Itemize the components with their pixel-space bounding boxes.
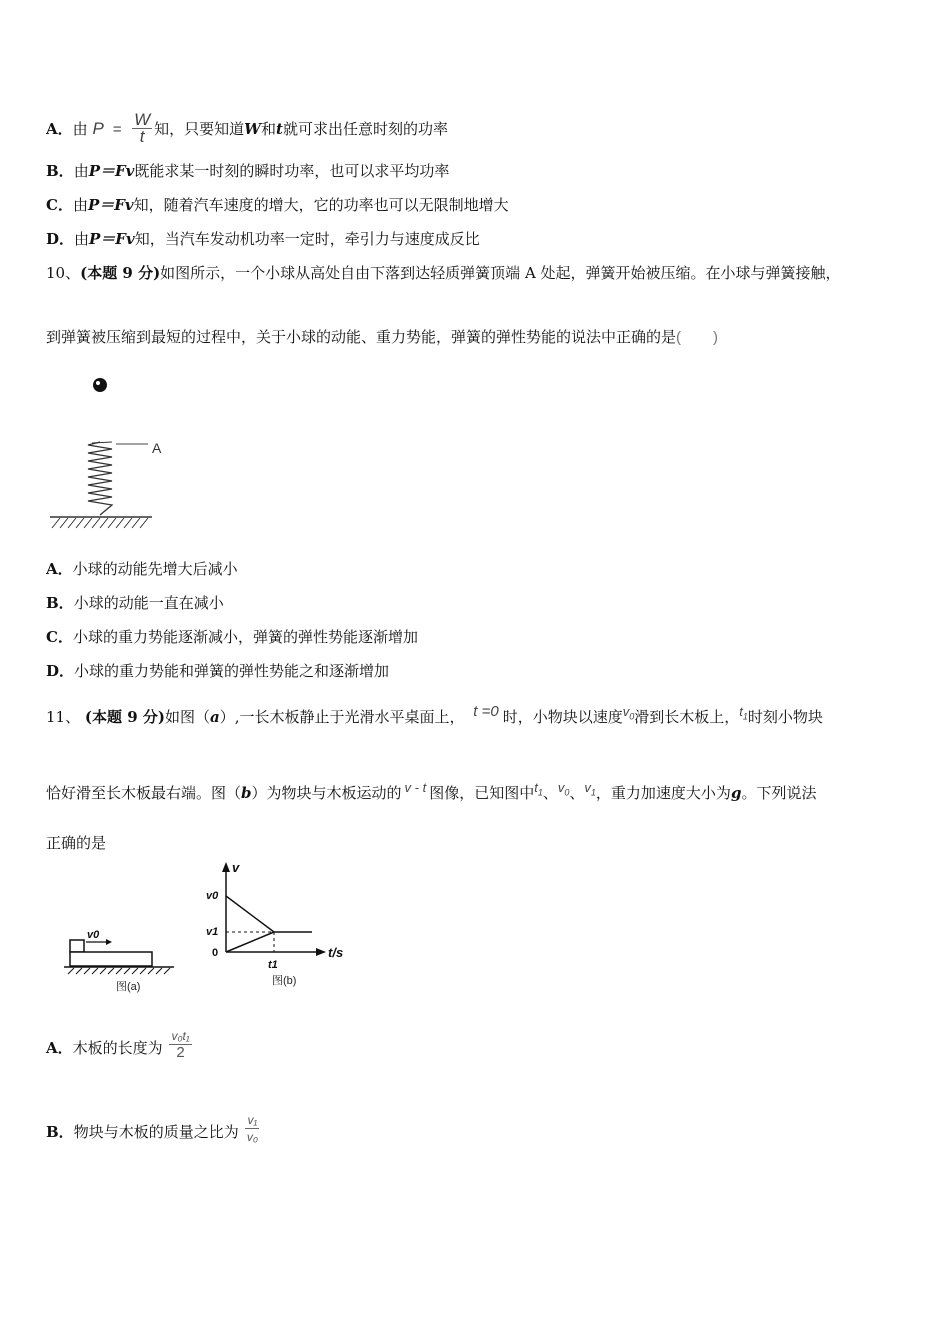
question-number: 11、 (46, 708, 81, 726)
figure-a-board-block (56, 926, 186, 998)
q11-stem-line1: 11、 (本题 9 分)如图（a）,一长木板静止于光滑水平桌面上， t =0 时，小物块以速度$v_0$滑到长木板上，$t_1$时刻小物块 (46, 703, 823, 726)
q11-option-b: B．物块与木板的质量之比为 $\frac{\text{v₁}}{\text{v₀}}$ (46, 1113, 258, 1144)
table-hatch (68, 968, 170, 974)
q9-option-b: B．由P＝Fv既能求某一时刻的瞬时功率，也可以求平均功率 (46, 162, 450, 180)
answer-paren: ( ) (676, 329, 719, 346)
ball-highlight (96, 381, 100, 385)
v0-arrowhead (106, 939, 112, 945)
y-arrowhead (222, 862, 230, 872)
t1-tick-label: t1 (268, 959, 278, 971)
origin-label: 0 (212, 947, 219, 959)
spring-figure (46, 372, 176, 532)
q10-option-a: A．小球的动能先增大后减小 (46, 560, 238, 578)
board-length-fraction: $\frac{\text{v₀t₁}}{2}$ (171, 1029, 190, 1061)
question-number: 10、 (46, 264, 81, 282)
spring-back (92, 442, 112, 443)
q10-stem-line2: 到弹簧被压缩到最短的过程中，关于小球的动能、重力势能，弹簧的弹性势能的说法中正确的是( ) (46, 328, 719, 346)
t-axis-label: t/s (328, 945, 344, 960)
v0-tick-label: v0 (206, 890, 219, 902)
q10-stem-line1: 10、(本题 9 分)如图所示，一个小球从高处自由下落到达轻质弹簧顶端 A 处起，弹簧开始被压缩。在小球与弹簧接触， (46, 264, 841, 282)
q11-stem-line3: 正确的是 (46, 834, 107, 852)
q9-option-c: C．由P＝Fv知，随着汽车速度的增大，它的功率也可以无限制地增大 (46, 196, 509, 214)
x-arrowhead (316, 948, 326, 956)
board-line (226, 932, 274, 952)
caption-a: 图(a) (116, 981, 141, 993)
figure-b-vt-graph (196, 858, 356, 992)
q10-option-b: B．小球的动能一直在减小 (46, 594, 224, 612)
ball (93, 378, 107, 392)
v0-label: v0 (87, 929, 100, 941)
option-label: A． (46, 120, 73, 138)
q10-option-c: C．小球的重力势能逐渐减小，弹簧的弹性势能逐渐增加 (46, 628, 418, 646)
q11-stem-line2: 恰好滑至长木板最右端。图（b）为物块与木板运动的 v - t 图像，已知图中$t_1$、$v_0$、$v_1$，重力加速度大小为g。下列说法 (46, 780, 817, 802)
option-label: B． (46, 162, 74, 180)
q11-option-a: A．木板的长度为 $\frac{\text{v₀t₁}}{2}$ (46, 1029, 190, 1061)
v-axis-label: v (232, 860, 240, 875)
label-a: A (152, 440, 162, 456)
caption-b: 图(b) (272, 975, 297, 987)
option-label: C． (46, 196, 73, 214)
q10-option-d: D．小球的重力势能和弹簧的弹性势能之和逐渐增加 (46, 662, 390, 680)
q9-option-a: A．由 P = $\frac{W}{t}$ 知，只要知道W和t就可求出任意时刻的功率 (46, 110, 448, 146)
mass-ratio-fraction: $\frac{\text{v₁}}{\text{v₀}}$ (246, 1113, 258, 1144)
v1-tick-label: v1 (206, 926, 219, 938)
spring (88, 442, 112, 515)
block (70, 940, 84, 952)
option-label: D． (46, 230, 75, 248)
question-score: (本题 9 分) (84, 708, 165, 726)
q9-option-d: D．由P＝Fv知，当汽车发动机功率一定时，牵引力与速度成反比 (46, 230, 480, 248)
board (70, 952, 152, 966)
ground-hatch (52, 518, 148, 528)
question-score: (本题 9 分) (80, 264, 161, 282)
block-line (226, 896, 274, 932)
power-fraction: $\frac{W}{t}$ (134, 110, 151, 146)
